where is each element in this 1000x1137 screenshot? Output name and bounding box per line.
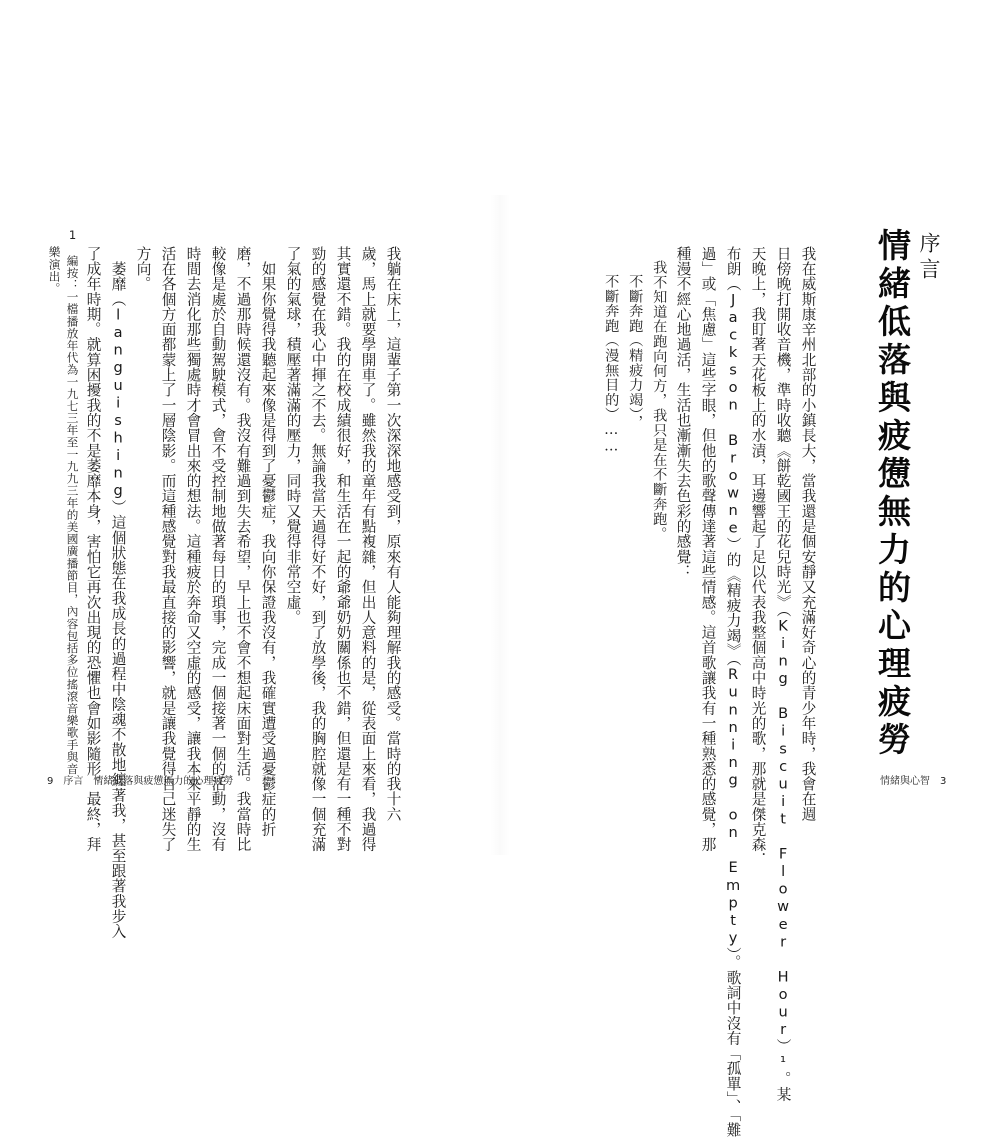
body-column: 種漫不經心地過活，生活也漸漸失去色彩的感覺：	[674, 246, 692, 580]
book-gutter	[490, 195, 510, 855]
body-column: 我躺在床上，這輩子第一次深深地感受到，原來有人能夠理解我的感受。當時的我十六	[384, 246, 402, 822]
body-column: 布朗（Jackson Browne）的《精疲力竭》（Running on Empty）。歌詞中沒有「孤單」、「難	[724, 246, 742, 1137]
chapter-label: 序言	[917, 232, 941, 284]
chapter-title: 情緒低落與疲憊無力的心理疲勞	[873, 228, 912, 760]
quote-line: 我不知道在跑向何方，我只是在不斷奔跑。	[651, 260, 668, 542]
body-column: 時間去消化那些獨處時才會冒出來的想法。這種疲於奔命又空虛的感受，讓我本來平靜的生	[184, 246, 202, 852]
body-column: 日傍晚打開收音機，準時收聽《餅乾國王的花兒時光》（King Biscuit Flower Hour）¹。某	[774, 246, 792, 1102]
body-column: 活在各個方面都蒙上了一層陰影。而這種感覺對我最直接的影響，就是讓我覺得自己迷失了	[159, 246, 177, 852]
quote-line: 不斷奔跑（精疲力竭），	[627, 274, 644, 430]
footnote-line: 1 編按：一檔播放年代為一九七三年至一九九三年的美國廣播節目，內容包括多位搖滾音樂歌手與音	[65, 228, 80, 775]
footnote-line: 樂演出。	[47, 246, 62, 295]
body-column: 如果你覺得我聽起來像是得到了憂鬱症，我向你保證我沒有，我確實遭受過憂鬱症的折	[259, 246, 277, 837]
body-column: 磨，不過那時候還沒有。我沒有難過到失去希望，早上也不會不想起床面對生活。我當時比	[234, 246, 252, 852]
body-column: 方向。	[134, 246, 152, 292]
left-page-footer: 9 序言 情緒低落與疲憊無力的心理疲勞	[47, 776, 234, 787]
body-column: 過」或「焦慮」這些字眼，但他的歌聲傳達著這些情感。這首歌讓我有一種熟悉的感覺，那	[699, 246, 717, 852]
body-column: 其實還不錯。我的在校成績很好，和生活在一起的爺爺奶奶關係也不錯，但還是有一種不對	[334, 246, 352, 852]
body-column: 萎靡（languishing）這個狀態在我成長的過程中陰魂不散地纏著我，甚至跟著我步入	[109, 246, 127, 939]
body-column: 歲，馬上就要學開車了。雖然我的童年有點複雜，但出人意料的是，從表面上來看，我過得	[359, 246, 377, 852]
body-column: 了成年時期。就算困擾我的不是萎靡本身，害怕它再次出現的恐懼也會如影隨形。最終，拜	[84, 246, 102, 852]
right-page-footer: 情緒與心智 3	[880, 776, 947, 787]
body-column: 了氣的氣球，積壓著滿滿的壓力，同時又覺得非常空虛。	[284, 246, 302, 625]
body-column: 天晚上，我盯著天花板上的水漬，耳邊響起了足以代表我整個高中時光的歌，那就是傑克森．	[749, 246, 767, 868]
body-column: 我在威斯康辛州北部的小鎮長大，當我還是個安靜又充滿好奇心的青少年時，我會在週	[799, 246, 817, 822]
body-column: 較像是處於自動駕駛模式，會不受控制地做著每日的瑣事，完成一個接著一個的活動，沒有	[209, 246, 227, 852]
body-column: 勁的感覺在我心中揮之不去。無論我當天過得好不好，到了放學後，我的胸腔就像一個充滿	[309, 246, 327, 852]
quote-line: 不斷奔跑（漫無目的）……	[603, 274, 620, 456]
